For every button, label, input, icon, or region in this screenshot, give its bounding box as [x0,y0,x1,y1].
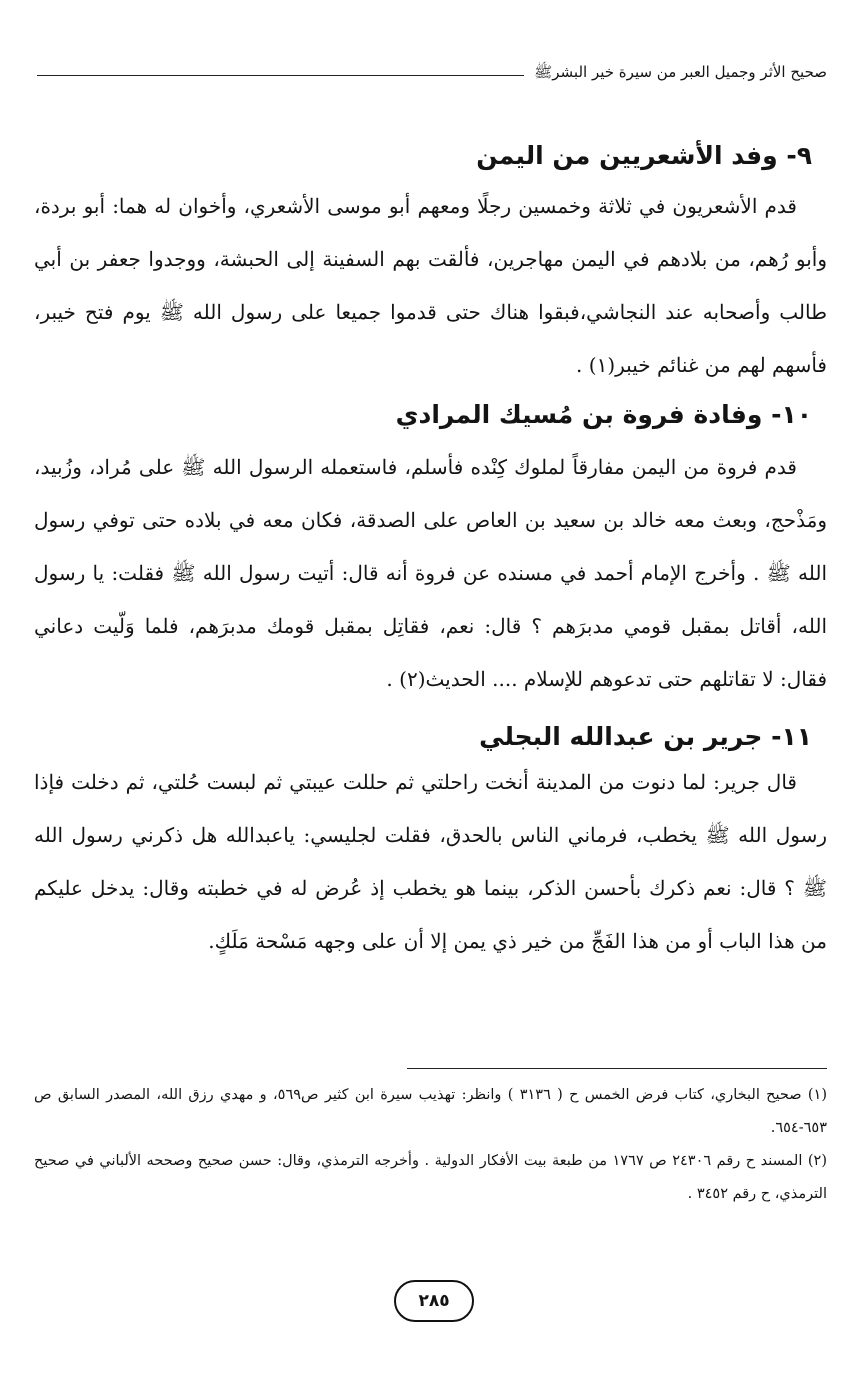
section-paragraph-11: قال جرير: لما دنوت من المدينة أنخت راحلتي ثم حللت عيبتي ثم لبست حُلتي، ثم دخلت فإذا رسول الله ﷺ يخطب، فرماني الناس بالحدق، فقلت لجليسي: ياعبدالله هل ذكرني رسول الله ﷺ ؟ قال: نعم ذكرك بأحسن الذكر، بينما هو يخطب إذ عُرض له في خطبته وقال: يدخل عليكم من هذا الباب أو من هذا الفَجِّ من خير ذي يمن إلا أن على وجهه مَسْحة مَلَكٍ. [34,770,827,953]
section-paragraph-9: قدم الأشعريون في ثلاثة وخمسين رجلًا ومعهم أبو موسى الأشعري، وأخوان له هما: أبو بردة، وأبو رُهم، من بلادهم في اليمن مهاجرين، فألقت بهم السفينة إلى الحبشة، ووجدوا جعفر بن أبي طالب وأصحابه عند النجاشي،فبقوا هناك حتى قدموا جميعا على رسول الله ﷺ يوم فتح خيبر، فأسهم لهم من غنائم خيبر(١) . [34,194,827,377]
footnote-2: (٢) المسند ح رقم ٢٤٣٠٦ ص ١٧٦٧ من طبعة بيت الأفكار الدولية . وأخرجه الترمذي، وقال: حسن صحيح وصححه الألباني في صحيح الترمذي، ح رقم ٣٤٥٢ . [34,1153,828,1202]
section-heading-10: ١٠- وفادة فروة بن مُسيك المرادي [395,400,812,429]
running-title: صحيح الأثر وجميل العبر من سيرة خير البشرﷺ [534,63,827,81]
section-paragraph-10: قدم فروة من اليمن مفارقاً لملوك كِنْده فأسلم، فاستعمله الرسول الله ﷺ على مُراد، وزُبيد، ومَذْحج، وبعث معه خالد بن سعيد بن العاص على الصدقة، فكان معه في بلاده حتى توفي رسول الله ﷺ . وأخرج الإمام أحمد في مسنده عن فروة أنه قال: أتيت رسول الله ﷺ فقلت: يا رسول الله، أقاتل بمقبل قومي مدبرَهم ؟ قال: نعم، فقاتِل بمقبل قومك مدبرَهم، فلما وَلّيت دعاني فقال: لا تقاتلهم حتى تدعوهم للإسلام .... الحديث(٢) . [34,455,827,691]
section-heading-11: ١١- جرير بن عبدالله البجلي [479,722,812,751]
page-number: ٢٨٥ [394,1280,474,1322]
section-heading-9: ٩- وفد الأشعريين من اليمن [476,141,812,170]
footnote-1: (١) صحيح البخاري، كتاب فرض الخمس ح ( ٣١٣٦ ) وانظر: تهذيب سيرة ابن كثير ص٥٦٩، و مهدي رزق الله، المصدر السابق ص ٦٥٣-٦٥٤. [34,1087,827,1136]
header-rule [37,75,524,76]
running-header [37,60,827,88]
footnote-rule [407,1068,827,1069]
